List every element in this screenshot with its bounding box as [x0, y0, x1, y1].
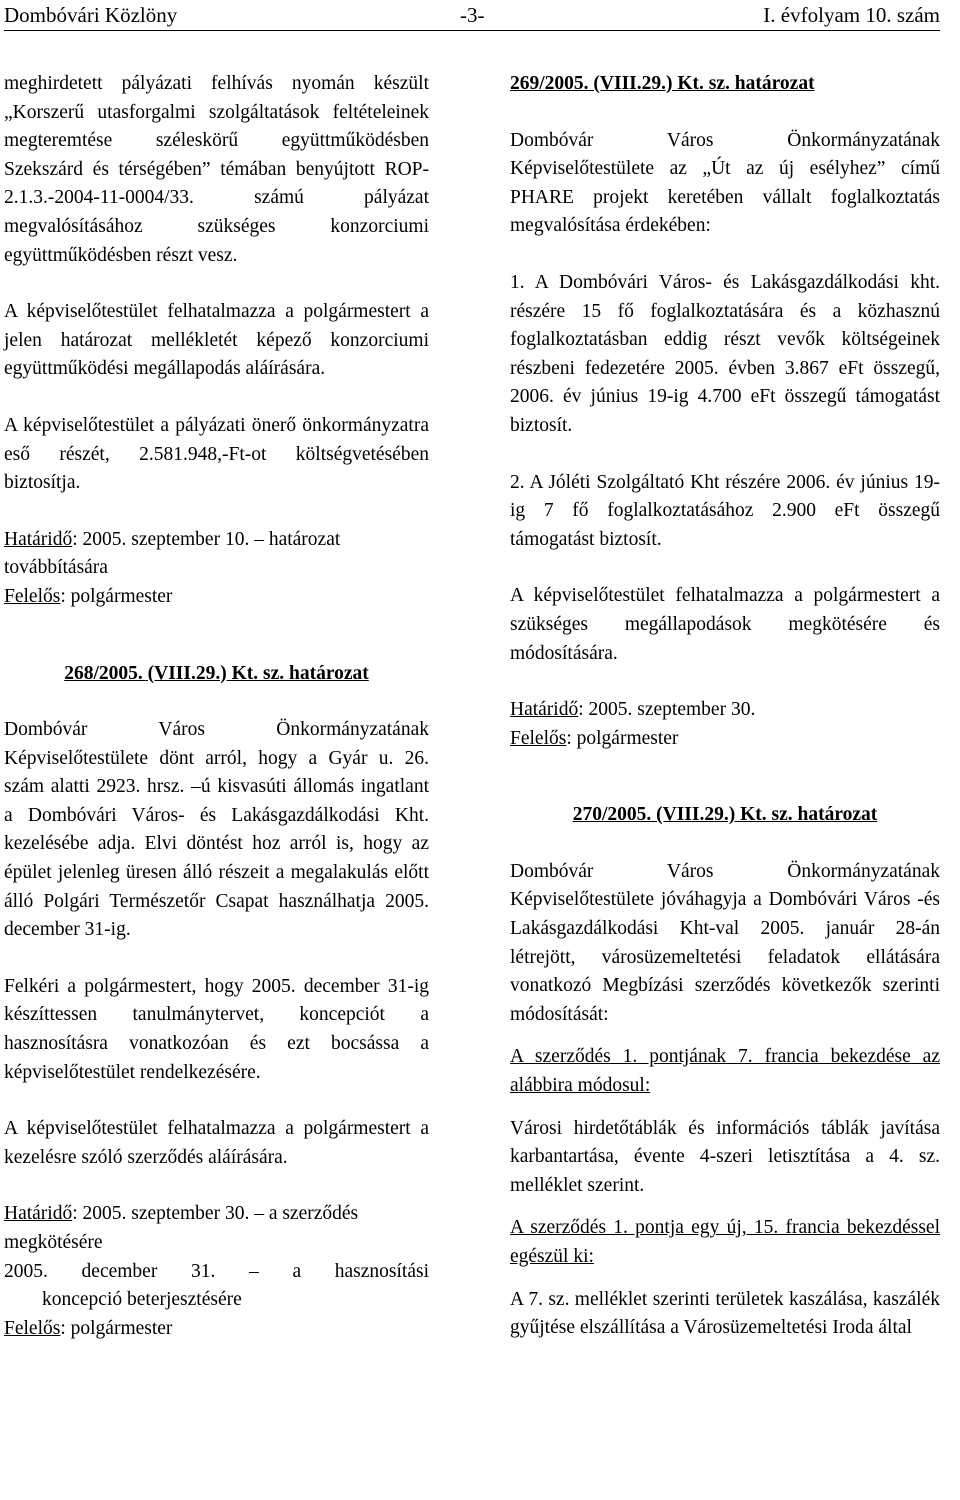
- paragraph: Dombóvár Város Önkormányzatának Képviselőtestülete az „Út az új esélyhez” című PHARE projekt keretében vállalt foglalkoztatás megvalósítása érdekében:: [510, 129, 940, 237]
- paragraph: Felkéri a polgármestert, hogy 2005. december 31-ig készíttessen tanulmánytervet, koncepciót a hasznosításra vonatkozóan és ezt bocsássa a képviselőtestület rendelkezésére.: [4, 975, 429, 1083]
- responsible-label: Felelős: [4, 585, 61, 607]
- resolution-heading-269: 269/2005. (VIII.29.) Kt. sz. határozat: [510, 73, 815, 94]
- deadline-line-2: 2005. december 31. – a hasznosítási: [4, 1260, 429, 1282]
- responsible-line: Felelős: polgármester: [510, 727, 679, 749]
- paragraph: Dombóvár Város Önkormányzatának Képviselőtestülete dönt arról, hogy a Gyár u. 26. szám alatti 2923. hrsz. –ú kisvasúti állomás ingatlant a Dombóvári Város- és Lakásgazdálkodási Kht. kezelésébe adja. Elvi döntést hoz arról is, hogy az épület jelenleg üresen álló részeit a megalakulás előtt álló Polgári Természetőr Csapat használhatja 2005. december 31-ig.: [4, 719, 429, 941]
- paragraph: A képviselőtestület felhatalmazza a polgármestert a jelen határozat mellékletét képező konzorciumi együttműködési megállapodás aláírására.: [4, 301, 429, 380]
- deadline-line: Határidő: 2005. szeptember 30.: [510, 699, 756, 721]
- left-column: [4, 70, 429, 1343]
- deadline-label: Határidő: [510, 699, 579, 721]
- paragraph: meghirdetett pályázati felhívás nyomán készült „Korszerű utasforgalmi szolgáltatások feltételeinek megteremtése széleskörű együttműködésben Szekszárd és térségében” témában benyújtott ROP-2.1.3.-2004-11-0004/33. számú pályázat megvalósításához szükséges konzorciumi együttműködésben részt vesz.: [4, 73, 429, 266]
- responsible-label: Felelős: [510, 727, 567, 749]
- paragraph: Dombóvár Város Önkormányzatának Képviselőtestülete jóváhagyja a Dombóvári Város -és Lakásgazdálkodási Kht-val 2005. január 28-án létrejött, városüzemeltetési feladatok ellátására vonatkozó Megbízási szerződés következők szerinti módosítását:: [510, 860, 940, 1025]
- deadline-line: Határidő: 2005. szeptember 30. – a szerződés megkötésére: [4, 1203, 359, 1253]
- page-header: [4, 0, 940, 31]
- responsible-line: Felelős: polgármester: [4, 1317, 173, 1339]
- responsible-label: Felelős: [4, 1317, 61, 1339]
- resolution-heading-268: 268/2005. (VIII.29.) Kt. sz. határozat: [64, 662, 369, 684]
- resolution-heading-270: 270/2005. (VIII.29.) Kt. sz. határozat: [572, 804, 878, 826]
- amendment-title: A szerződés 1. pontjának 7. francia bekezdése az alábbira módosul:: [510, 1046, 940, 1097]
- deadline-label: Határidő: [4, 1203, 73, 1225]
- right-column: [510, 70, 940, 1343]
- list-item: 1. A Dombóvári Város- és Lakásgazdálkodási kht. részére 15 fő foglalkoztatására és a közhasznú foglalkoztatásban eddig részt vevők költségeinek részbeni fedezetére 2005. évben 3.867 eFt összegű, 2006. év június 19-ig 4.700 eFt összegű támogatást biztosít.: [510, 271, 940, 436]
- responsible-line: Felelős: polgármester: [4, 585, 173, 607]
- paragraph: A képviselőtestület a pályázati önerő önkormányzatra eső részét, 2.581.948,-Ft-ot költségvetésében biztosítja.: [4, 414, 429, 494]
- paragraph: A képviselőtestület felhatalmazza a polgármestert a kezelésre szóló szerződés aláírására.: [4, 1118, 429, 1168]
- amendment-text: Városi hirdetőtáblák és információs táblák javítása karbantartása, évente 4-szeri letisztítása a 4. sz. melléklet szerint.: [510, 1117, 940, 1196]
- list-item: 2. A Jóléti Szolgáltató Kht részére 2006. év június 19-ig 7 fő foglalkoztatásához 2.900 eFt összegű támogatást biztosít.: [510, 471, 940, 550]
- issue-number: I. évfolyam 10. szám: [763, 3, 940, 27]
- deadline-line-3: koncepció beterjesztésére: [42, 1289, 242, 1311]
- paragraph: A képviselőtestület felhatalmazza a polgármestert a szükséges megállapodások megkötésére és módosítására.: [510, 585, 940, 664]
- page-number: -3-: [460, 3, 485, 27]
- deadline-label: Határidő: [4, 528, 73, 550]
- amendment-title: A szerződés 1. pontja egy új, 15. francia bekezdéssel egészül ki:: [510, 1217, 940, 1267]
- amendment-text: A 7. sz. melléklet szerinti területek kaszálása, kaszálék gyűjtése elszállítása a Városüzemeltetési Iroda által: [510, 1288, 940, 1339]
- publication-title: Dombóvári Közlöny: [4, 3, 178, 27]
- deadline-line: Határidő: 2005. szeptember 10. – határozat továbbítására: [4, 528, 341, 579]
